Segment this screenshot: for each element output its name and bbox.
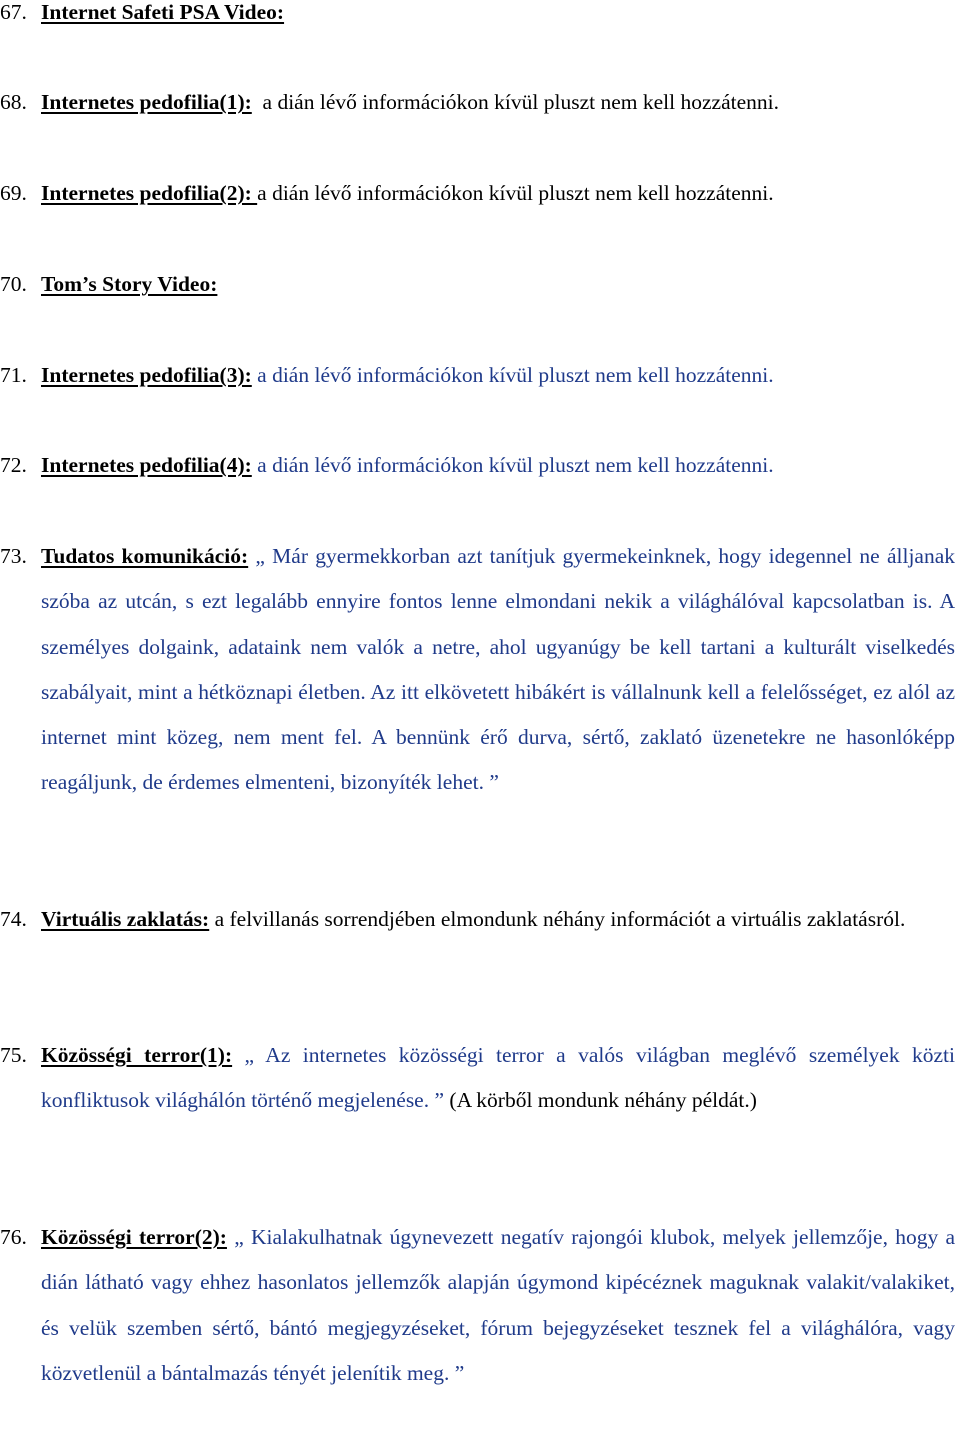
item-text: a dián lévő információkon kívül pluszt nem kell hozzátenni. — [262, 90, 779, 114]
item-heading: Internetes pedofilia(3): — [41, 363, 252, 387]
item-heading: Tom’s Story Video: — [41, 272, 218, 296]
item-number: 70. — [0, 272, 27, 296]
item-number: 74. — [0, 907, 27, 931]
item-number: 69. — [0, 181, 27, 205]
item-number: 67. — [0, 0, 27, 24]
list-item-72 — [0, 443, 955, 488]
item-text-1: „ Már gyermekkorban azt tanítjuk gyermekeinknek, hogy idegennel ne álljanak szóba az utcán, s ezt legalább ennyire fontos lenne elmondani nekik a világhálóval kapcsolatban is. — [41, 544, 955, 614]
list-item-70 — [0, 262, 955, 307]
item-text-4: A bennünk érő durva, sértő, zaklató üzenetekre ne hasonlóképp reagáljunk, de érdemes elmenteni, bizonyíték lehet. ” — [41, 725, 955, 795]
item-heading: Közösségi terror(2): — [41, 1225, 227, 1249]
item-text: a felvillanás sorrendjében elmondunk néhány információt a virtuális zaklatásról. — [214, 907, 906, 931]
item-number: 72. — [0, 453, 27, 477]
item-text: (A körből mondunk néhány példát.) — [449, 1088, 757, 1113]
list-item-73 — [0, 534, 955, 806]
list-item-71 — [0, 353, 955, 398]
item-text-quote: „ Az internetes közösségi terror a valós világban meglévő személyek közti konfliktusok világhálón történő megjelenése. ” — [41, 1043, 955, 1113]
list-item-67 — [0, 0, 955, 35]
list-item-76 — [0, 1215, 955, 1396]
item-heading: Közösségi terror(1): — [41, 1043, 233, 1067]
item-heading: Internet Safeti PSA Video: — [41, 0, 285, 24]
item-number: 75. — [0, 1043, 27, 1067]
item-text-2: A személyes dolgaink, adataink nem valók a netre, ahol ugyanúgy be kell tartani a kulturált viselkedés szabályait, mint a hétköznapi életben. — [41, 589, 955, 704]
list-item-74 — [0, 897, 955, 942]
item-heading: Virtuális zaklatás: — [41, 907, 210, 931]
item-heading: Internetes pedofilia(1): — [41, 90, 252, 114]
item-number: 71. — [0, 363, 27, 387]
item-text: a dián lévő információkon kívül pluszt nem kell hozzátenni. — [257, 181, 774, 205]
list-item-75 — [0, 1033, 955, 1124]
item-number: 76. — [0, 1225, 27, 1249]
list-item-69 — [0, 171, 955, 216]
item-text-3: Az itt elkövetett hibákért is vállalnunk kell a felelősséget, ez alól az internet mint közeg, nem ment fel. — [41, 679, 955, 750]
item-heading: Internetes pedofilia(4): — [41, 453, 252, 477]
item-number: 73. — [0, 544, 27, 568]
item-text: a dián lévő információkon kívül pluszt nem kell hozzátenni. — [257, 363, 774, 387]
item-heading: Tudatos komunikáció: — [41, 544, 249, 568]
item-heading: Internetes pedofilia(2): — [41, 181, 258, 205]
item-text-quote: „ Kialakulhatnak úgynevezett negatív rajongói klubok, melyek jellemzője, hogy a dián látható vagy ehhez hasonlatos jellemzők alapján úgymond kipécéznek maguknak valakit/valakiket, és velük szemben sértő, bántó megjegyzéseket, fórum bejegyzéseket tesznek fel a világhálóra, vagy közvetlenül a bántalmazás tényét jelenítik meg. ” — [41, 1225, 956, 1385]
item-number: 68. — [0, 90, 27, 114]
list-item-68 — [0, 80, 955, 125]
item-text: a dián lévő információkon kívül pluszt nem kell hozzátenni. — [257, 453, 774, 477]
